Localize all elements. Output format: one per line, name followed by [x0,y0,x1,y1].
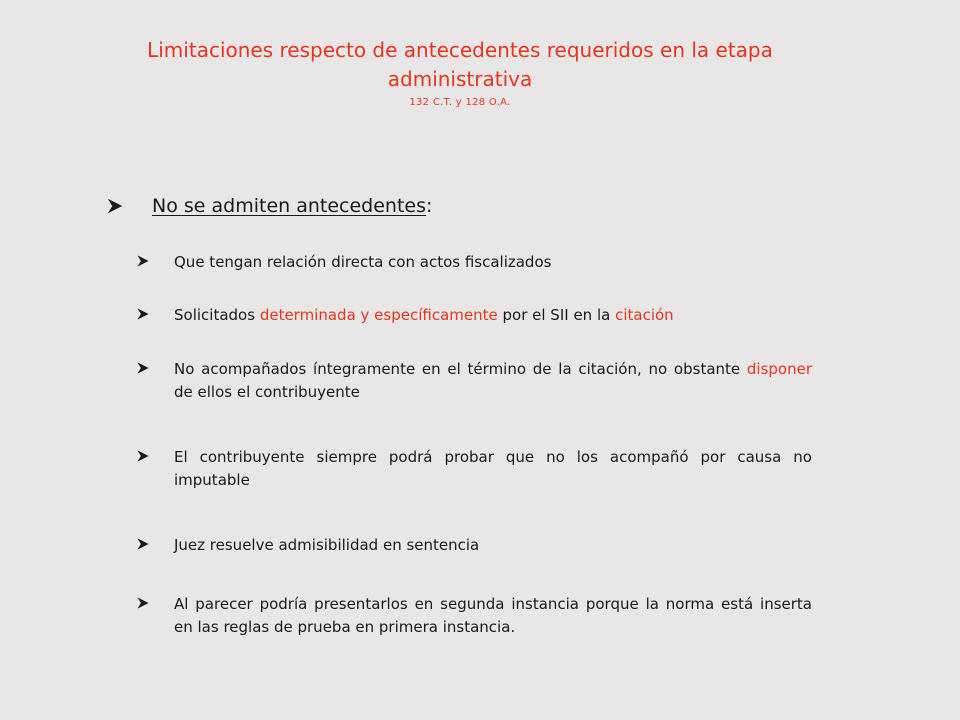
list-item [136,534,812,557]
text-span: Solicitados [174,306,260,324]
list-item [136,251,812,274]
title-line-2: administrativa [387,67,533,91]
heading-text: No se admiten antecedentes [152,195,427,217]
slide-title [40,36,880,94]
list-item [136,304,812,327]
arrowhead-bullet-icon [136,596,150,610]
section-heading [106,195,432,217]
highlight-text: determinada y específicamente [259,306,498,324]
highlight-text: disponer [746,360,812,378]
slide-subtitle: 132 C.T. y 128 O.A. [409,97,511,108]
list-item-text [174,304,812,327]
list-item-text [174,358,812,404]
arrowhead-bullet-icon [136,307,150,321]
arrowhead-bullet-icon [106,197,124,215]
text-span: por el SII en la [497,306,616,324]
list-item [136,358,812,404]
arrowhead-bullet-icon [136,254,150,268]
arrowhead-bullet-icon [136,537,150,551]
list-item [136,593,812,639]
list-item-text: El contribuyente siempre podrá probar que no los acompañó por causa no imputable [174,448,812,489]
arrowhead-bullet-icon [136,361,150,375]
list-item [136,446,812,492]
text-span: No acompañados íntegramente en el término de la citación, no obstante [174,360,747,378]
title-block [40,36,880,110]
list-item-text: Al parecer podría presentarlos en segunda instancia porque la norma está inserta en las reglas de prueba en primera instancia. [174,595,812,636]
title-line-1: Limitaciones respecto de antecedentes requeridos en la etapa [147,38,773,62]
heading-colon: : [426,195,433,217]
highlight-text: citación [615,306,674,324]
text-span: de ellos el contribuyente [174,383,360,401]
list-item-text: Que tengan relación directa con actos fiscalizados [174,253,552,271]
arrowhead-bullet-icon [136,449,150,463]
list-item-text: Juez resuelve admisibilidad en sentencia [174,536,480,554]
